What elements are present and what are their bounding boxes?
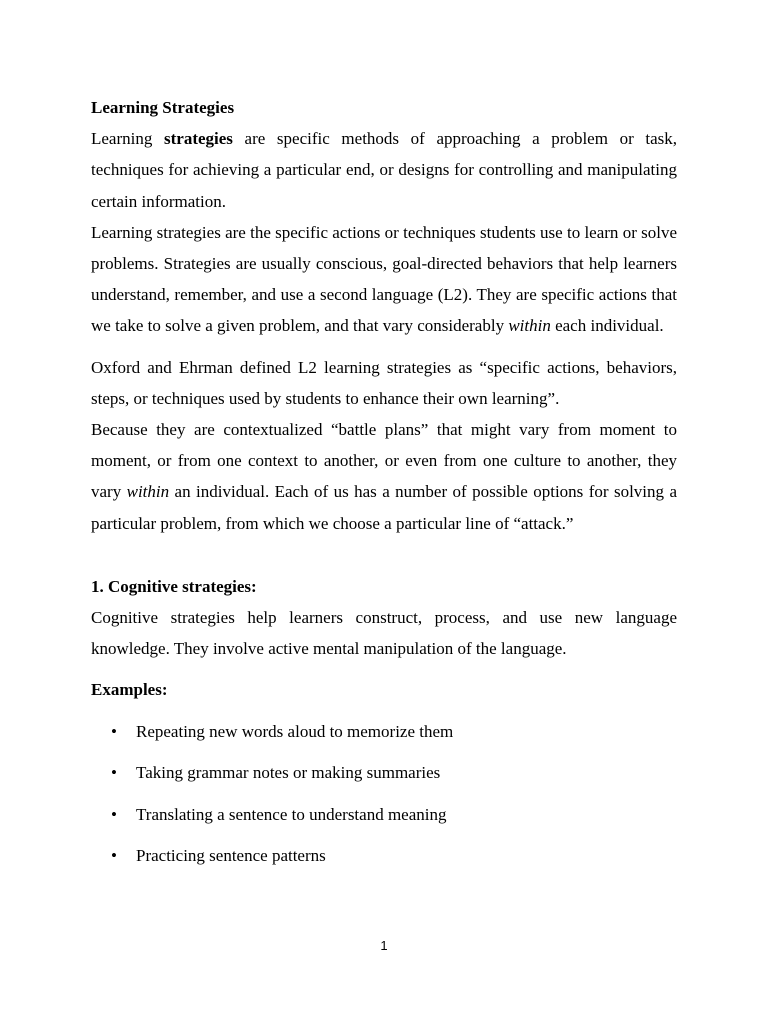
paragraph-definition-rest: are specific methods of approaching a problem or task, techniques for achieving a particular end, or designs for controlling and manipulating certain information.: [91, 129, 677, 211]
list-item: [91, 840, 677, 871]
paragraph-actions: [91, 217, 677, 342]
paragraph-oxford: Oxford and Ehrman defined L2 learning strategies as “specific actions, behaviors, steps, or techniques used by students to enhance their own learning”.: [91, 357, 677, 408]
list-item-text: Translating a sentence to understand meaning: [136, 804, 447, 824]
paragraph-battle-plans-rest: an individual. Each of us has a number of possible options for solving a particular problem, from which we choose a particular line of “attack.”: [91, 482, 677, 533]
paragraph-actions-after: each individual.: [550, 316, 664, 336]
bullet-icon: •: [111, 846, 117, 866]
document-body: [91, 92, 677, 882]
list-item-text: Repeating new words aloud to memorize them: [136, 721, 454, 741]
list-item-text: Practicing sentence patterns: [136, 846, 326, 866]
section-heading-cognitive: 1. Cognitive strategies:: [91, 576, 257, 596]
paragraph-definition-lead: Learning: [91, 129, 164, 149]
paragraph-battle-plans-lead: Because they are contextualized “battle plans” that might vary from moment to moment, or from one context to another, or even from one culture to another, they vary: [91, 420, 677, 502]
examples-label: Examples:: [91, 680, 168, 700]
paragraph-battle-plans-italic: within: [126, 482, 170, 502]
bullet-icon: •: [111, 804, 117, 824]
paragraph-battle-plans: [91, 414, 677, 539]
paragraph-actions-italic: within: [508, 316, 551, 336]
paragraph-definition-bold: strategies: [164, 129, 233, 149]
bullet-icon: •: [111, 721, 117, 741]
list-item: [91, 757, 677, 788]
page-number: 1: [380, 938, 388, 953]
paragraph-actions-text: Learning strategies are the specific actions or techniques students use to learn or solve problems. Strategies are usually conscious, goal-directed behaviors that help learners understand, remember, and use a second language (L2). They are specific actions that we take to solve a given problem, and that vary considerably: [91, 222, 677, 336]
paragraph-definition: [91, 123, 677, 217]
list-item: [91, 799, 677, 830]
list-item: [91, 716, 677, 747]
examples-list: [91, 716, 677, 872]
document-title: Learning Strategies: [91, 98, 235, 117]
paragraph-cognitive: Cognitive strategies help learners construct, process, and use new language knowledge. They involve active mental manipulation of the language.: [91, 608, 677, 659]
bullet-icon: •: [111, 763, 117, 783]
list-item-text: Taking grammar notes or making summaries: [136, 763, 441, 783]
